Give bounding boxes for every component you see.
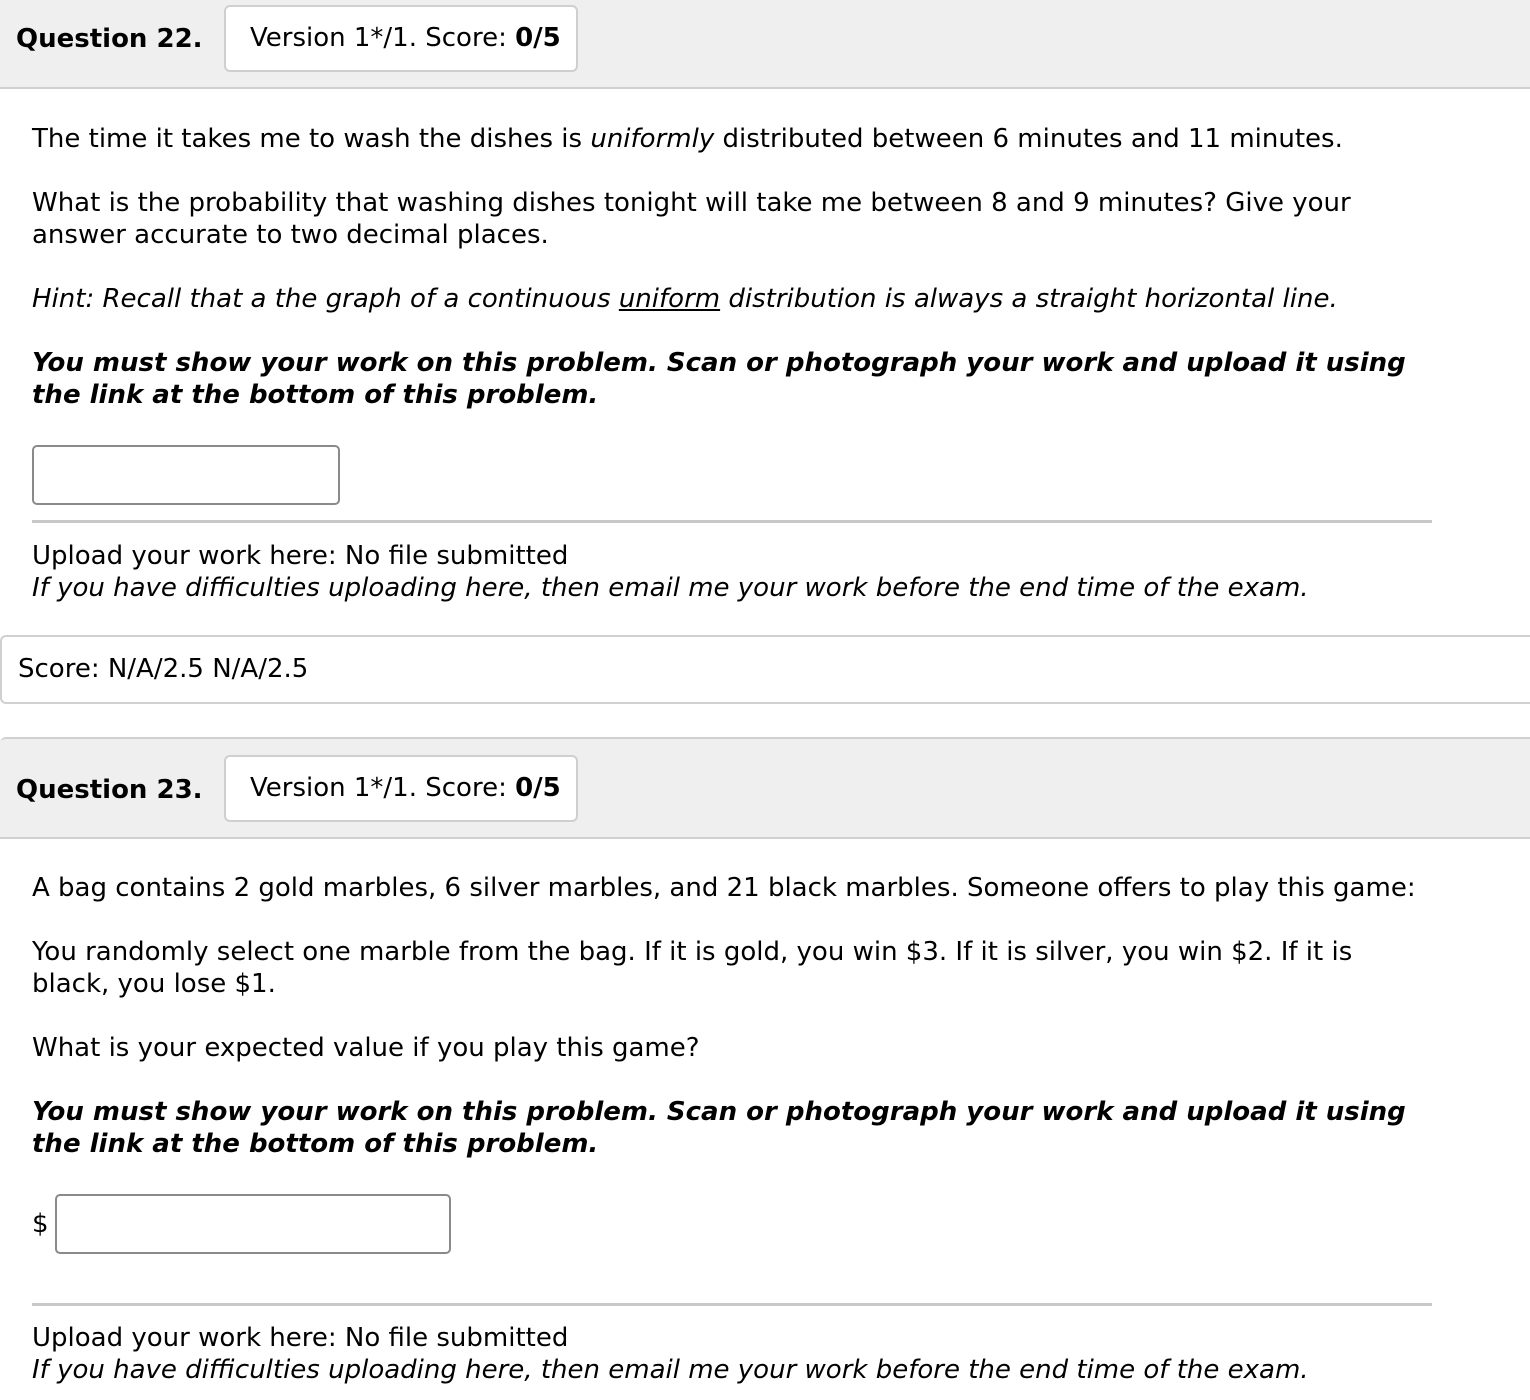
- question-23-version-score: [224, 755, 578, 822]
- score-text: Score: N/A/2.5 N/A/2.5: [18, 654, 309, 684]
- question-23-statement: A bag contains 2 gold marbles, 6 silver marbles, and 21 black marbles. Someone offers to play this game:: [32, 873, 1416, 903]
- version-score-value: 0/5: [515, 773, 561, 803]
- version-score-value: 0/5: [515, 23, 561, 53]
- question-22-statement: The time it takes me to wash the dishes is uniformly distributed between 6 minutes and 11 minutes.: [32, 124, 1343, 154]
- question-23-title: Question 23.: [16, 775, 203, 805]
- question-23-upload-status[interactable]: Upload your work here: No file submitted: [32, 1323, 569, 1353]
- question-23-answer-input[interactable]: [55, 1194, 451, 1254]
- question-22-version-score: [224, 5, 578, 72]
- question-22-divider: [32, 520, 1432, 523]
- question-22-show-work-instruction: You must show your work on this problem. Scan or photograph your work and upload it using the link at the bottom of this problem.: [32, 348, 1406, 410]
- version-label: Version 1*/1. Score:: [250, 773, 516, 803]
- version-label: Version 1*/1. Score:: [250, 23, 516, 53]
- question-22-title: Question 22.: [16, 24, 203, 54]
- question-22-answer-input[interactable]: [32, 445, 340, 505]
- currency-symbol: $: [32, 1209, 49, 1239]
- question-22-hint: Hint: Recall that a the graph of a continuous uniform distribution is always a straight horizontal line.: [32, 284, 1338, 314]
- question-22-upload-status[interactable]: Upload your work here: No file submitted: [32, 541, 569, 571]
- question-22-prompt: What is the probability that washing dishes tonight will take me between 8 and 9 minutes? Give your answer accurate to two decimal places.: [32, 188, 1351, 250]
- question-23-divider: [32, 1303, 1432, 1306]
- question-23-header: [0, 737, 1530, 839]
- question-22-upload-note: If you have difficulties uploading here, then email me your work before the end time of the exam.: [32, 573, 1309, 603]
- question-22-score-bar: [0, 635, 1530, 704]
- question-22-header: [0, 0, 1530, 89]
- question-23-prompt: What is your expected value if you play this game?: [32, 1033, 700, 1063]
- question-23-game-rules: You randomly select one marble from the bag. If it is gold, you win $3. If it is silver, you win $2. If it is black, you lose $1.: [32, 937, 1353, 999]
- question-23-upload-note: If you have difficulties uploading here, then email me your work before the end time of the exam.: [32, 1355, 1309, 1385]
- question-23-show-work-instruction: You must show your work on this problem. Scan or photograph your work and upload it using the link at the bottom of this problem.: [32, 1097, 1406, 1159]
